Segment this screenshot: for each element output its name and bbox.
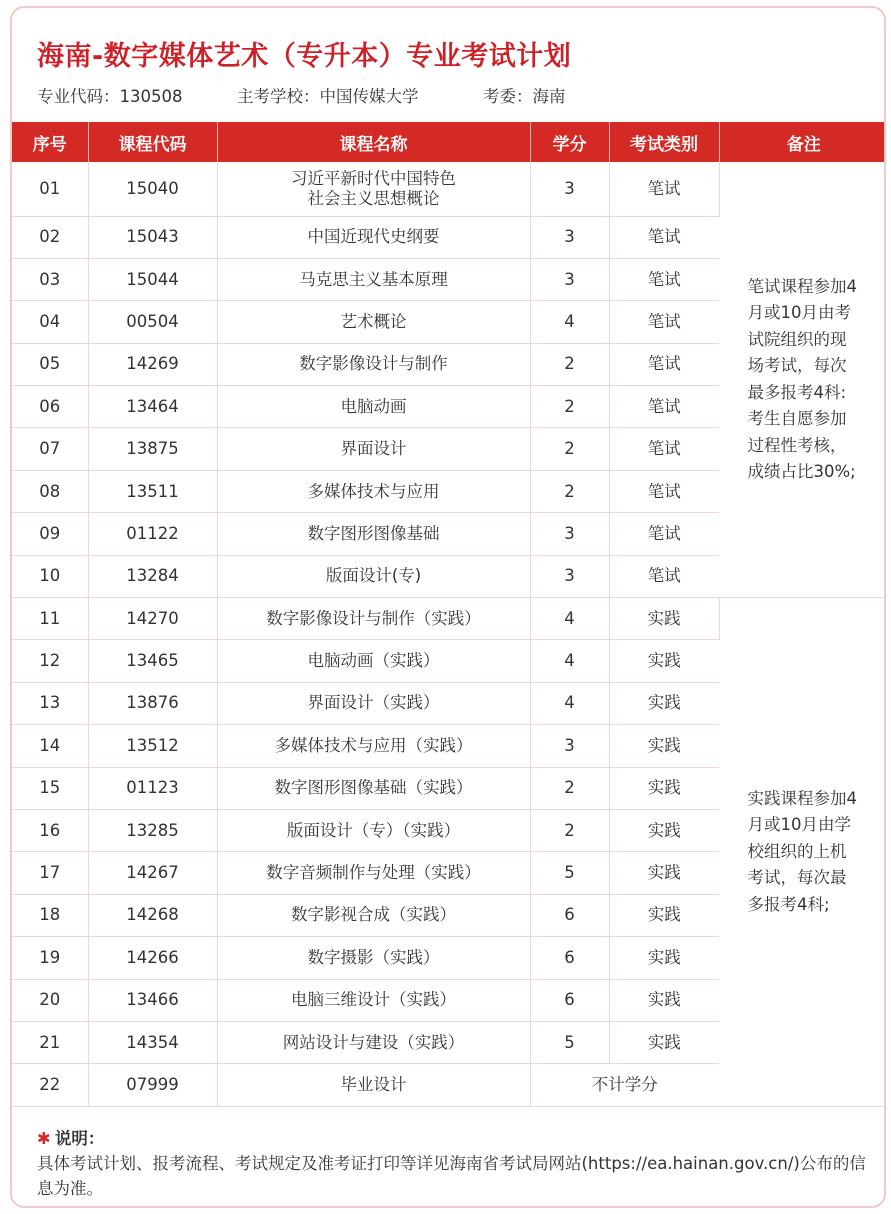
cell-no: 21 <box>12 1021 88 1063</box>
cell-credit: 4 <box>530 598 609 640</box>
cell-no: 11 <box>12 598 88 640</box>
cell-exam-type: 实践 <box>609 1021 719 1063</box>
cell-credit: 6 <box>530 937 609 979</box>
cell-exam-type: 笔试 <box>609 428 719 470</box>
exam-school: 主考学校：中国传媒大学 <box>237 87 419 106</box>
cell-exam-type: 实践 <box>609 725 719 767</box>
cell-course-name: 电脑三维设计（实践） <box>217 979 530 1021</box>
cell-no: 05 <box>12 343 88 385</box>
cell-credit: 2 <box>530 343 609 385</box>
cell-credit: 2 <box>530 767 609 809</box>
footer-text: 具体考试计划、报考流程、考试规定及准考证打印等详见海南省考试局网站(https://ea.hainan.gov.cn/)公布的信息为准。 <box>37 1154 866 1198</box>
cell-credit: 3 <box>530 513 609 555</box>
cell-code: 14354 <box>88 1021 217 1063</box>
cell-no: 16 <box>12 809 88 851</box>
cell-course-name: 数字摄影（实践） <box>217 937 530 979</box>
cell-exam-type: 笔试 <box>609 301 719 343</box>
cell-code: 15040 <box>88 162 217 216</box>
meta-line <box>37 83 566 107</box>
cell-no: 12 <box>12 640 88 682</box>
footer-note <box>37 1126 877 1201</box>
cell-course-name: 多媒体技术与应用（实践） <box>217 725 530 767</box>
cell-course-name: 电脑动画（实践） <box>217 640 530 682</box>
cell-credit: 3 <box>530 162 609 216</box>
cell-code: 14268 <box>88 894 217 936</box>
cell-exam-type: 实践 <box>609 598 719 640</box>
col-header-no: 序号 <box>12 122 88 162</box>
cell-credit: 4 <box>530 640 609 682</box>
cell-code: 15043 <box>88 216 217 258</box>
cell-no: 15 <box>12 767 88 809</box>
cell-course-name: 艺术概论 <box>217 301 530 343</box>
cell-exam-type: 实践 <box>609 767 719 809</box>
cell-exam-type: 实践 <box>609 852 719 894</box>
cell-no: 17 <box>12 852 88 894</box>
cell-no: 06 <box>12 386 88 428</box>
cell-course-name: 多媒体技术与应用 <box>217 470 530 512</box>
cell-credit: 6 <box>530 894 609 936</box>
cell-course-name: 界面设计 <box>217 428 530 470</box>
cell-no: 07 <box>12 428 88 470</box>
cell-code: 13464 <box>88 386 217 428</box>
col-header-type: 考试类别 <box>609 122 719 162</box>
cell-course-name: 毕业设计 <box>217 1064 530 1106</box>
cell-credit: 4 <box>530 301 609 343</box>
col-header-note: 备注 <box>719 122 886 162</box>
cell-no: 02 <box>12 216 88 258</box>
cell-code: 13465 <box>88 640 217 682</box>
cell-course-name: 数字图形图像基础 <box>217 513 530 555</box>
asterisk-icon: ✱ <box>37 1129 51 1148</box>
cell-no: 22 <box>12 1064 88 1106</box>
cell-course-name: 网站设计与建设（实践） <box>217 1021 530 1063</box>
cell-exam-type: 笔试 <box>609 513 719 555</box>
note-written-exam: 笔试课程参加4月或10月由考试院组织的现场考试，每次最多报考4科: 考生自愿参加过程性考核，成绩占比30%; <box>719 162 886 598</box>
major-code: 专业代码：130508 <box>37 87 183 106</box>
cell-code: 14270 <box>88 598 217 640</box>
note-practice-exam: 实践课程参加4月或10月由学校组织的上机考试，每次最多报考4科; <box>719 598 886 1107</box>
cell-code: 00504 <box>88 301 217 343</box>
cell-code: 07999 <box>88 1064 217 1106</box>
cell-course-name: 数字影像设计与制作（实践） <box>217 598 530 640</box>
cell-credit: 2 <box>530 386 609 428</box>
footer-label: 说明： <box>54 1129 105 1148</box>
cell-exam-type: 实践 <box>609 894 719 936</box>
cell-no: 13 <box>12 682 88 724</box>
cell-exam-type: 实践 <box>609 979 719 1021</box>
cell-course-name: 数字音频制作与处理（实践） <box>217 852 530 894</box>
col-header-credit: 学分 <box>530 122 609 162</box>
cell-course-name: 习近平新时代中国特色 社会主义思想概论 <box>217 162 530 216</box>
table-row <box>12 598 886 640</box>
cell-credit: 5 <box>530 1021 609 1063</box>
cell-code: 14267 <box>88 852 217 894</box>
cell-credit: 2 <box>530 470 609 512</box>
cell-credit: 6 <box>530 979 609 1021</box>
cell-no: 14 <box>12 725 88 767</box>
cell-course-name: 数字图形图像基础（实践） <box>217 767 530 809</box>
cell-no: 19 <box>12 937 88 979</box>
cell-credit: 3 <box>530 555 609 597</box>
cell-course-name: 界面设计（实践） <box>217 682 530 724</box>
exam-committee: 考委：海南 <box>483 87 566 106</box>
cell-exam-type: 笔试 <box>609 216 719 258</box>
cell-credit: 4 <box>530 682 609 724</box>
table-header-row <box>12 122 886 162</box>
cell-no: 10 <box>12 555 88 597</box>
cell-credit: 3 <box>530 216 609 258</box>
cell-credit: 2 <box>530 809 609 851</box>
cell-code: 13875 <box>88 428 217 470</box>
cell-no: 08 <box>12 470 88 512</box>
cell-code: 01122 <box>88 513 217 555</box>
cell-course-name: 数字影视合成（实践） <box>217 894 530 936</box>
cell-code: 13876 <box>88 682 217 724</box>
cell-exam-type: 笔试 <box>609 258 719 300</box>
cell-credit-merged: 不计学分 <box>530 1064 719 1106</box>
cell-code: 01123 <box>88 767 217 809</box>
cell-no: 18 <box>12 894 88 936</box>
cell-exam-type: 笔试 <box>609 470 719 512</box>
cell-code: 13512 <box>88 725 217 767</box>
page-title: 海南-数字媒体艺术（专升本）专业考试计划 <box>37 41 572 72</box>
cell-course-name: 马克思主义基本原理 <box>217 258 530 300</box>
cell-exam-type: 实践 <box>609 809 719 851</box>
cell-no: 01 <box>12 162 88 216</box>
cell-no: 09 <box>12 513 88 555</box>
cell-course-name: 中国近现代史纲要 <box>217 216 530 258</box>
cell-course-name: 版面设计（专）（实践） <box>217 809 530 851</box>
cell-exam-type: 实践 <box>609 682 719 724</box>
cell-credit: 3 <box>530 725 609 767</box>
cell-course-name: 电脑动画 <box>217 386 530 428</box>
cell-no: 20 <box>12 979 88 1021</box>
cell-credit: 2 <box>530 428 609 470</box>
cell-code: 13285 <box>88 809 217 851</box>
cell-credit: 5 <box>530 852 609 894</box>
cell-exam-type: 实践 <box>609 937 719 979</box>
cell-code: 13511 <box>88 470 217 512</box>
cell-course-name: 版面设计(专) <box>217 555 530 597</box>
cell-no: 04 <box>12 301 88 343</box>
cell-code: 13284 <box>88 555 217 597</box>
cell-code: 15044 <box>88 258 217 300</box>
cell-exam-type: 实践 <box>609 640 719 682</box>
cell-course-name: 数字影像设计与制作 <box>217 343 530 385</box>
table-row <box>12 162 886 216</box>
cell-code: 13466 <box>88 979 217 1021</box>
col-header-code: 课程代码 <box>88 122 217 162</box>
cell-credit: 3 <box>530 258 609 300</box>
cell-exam-type: 笔试 <box>609 162 719 216</box>
cell-code: 14266 <box>88 937 217 979</box>
cell-exam-type: 笔试 <box>609 386 719 428</box>
exam-plan-table <box>12 122 886 1107</box>
cell-exam-type: 笔试 <box>609 343 719 385</box>
cell-code: 14269 <box>88 343 217 385</box>
exam-plan-card <box>10 6 886 1208</box>
cell-no: 03 <box>12 258 88 300</box>
cell-exam-type: 笔试 <box>609 555 719 597</box>
col-header-name: 课程名称 <box>217 122 530 162</box>
